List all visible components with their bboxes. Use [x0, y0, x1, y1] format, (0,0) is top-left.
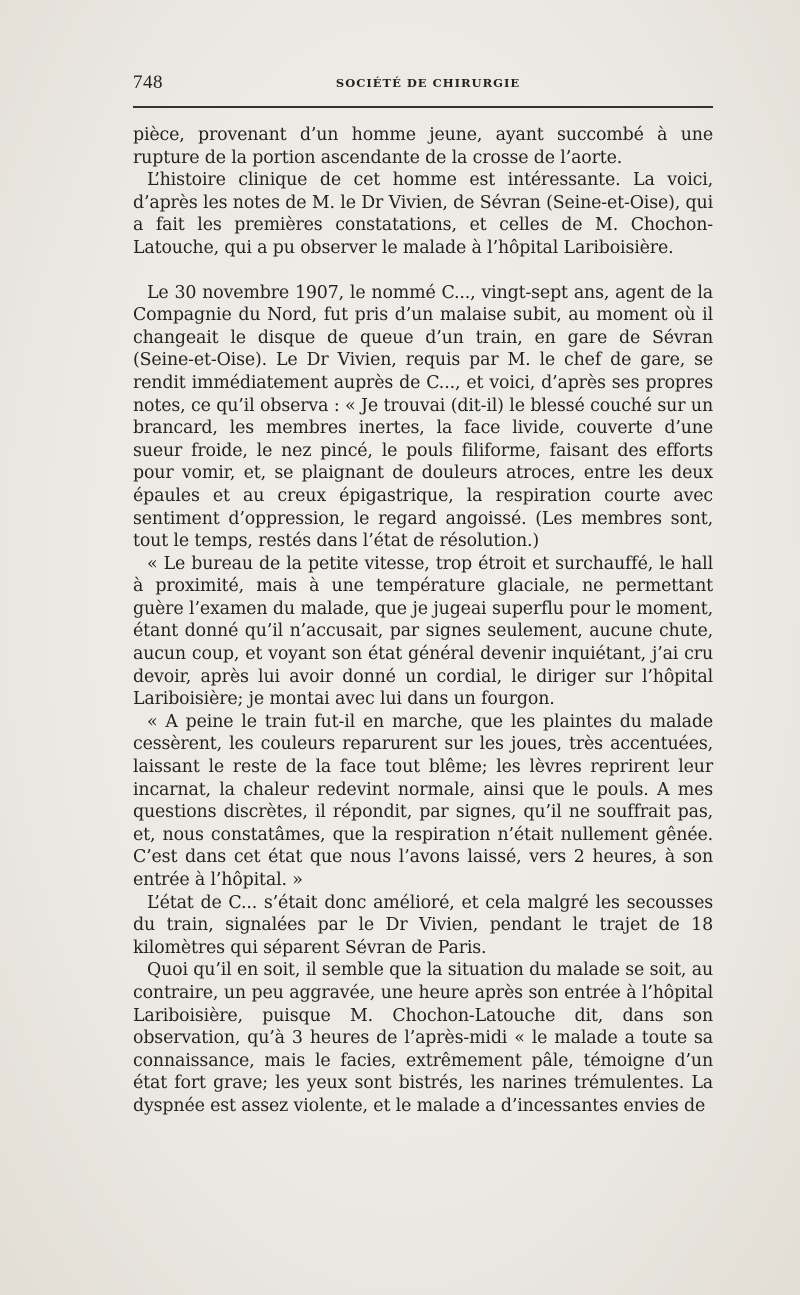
- body-text: [133, 124, 713, 1118]
- paragraph-train: « A peine le train fut-il en marche, que les plaintes du malade cessèrent, les couleurs reparurent sur les joues, très accentuées, laissant le reste de la face tout blême; les lèvres reprirent leur incarnat, la chaleur redevint normale, ainsi que le pouls. A mes questions discrètes, il répondit, par signes, qu’il ne souffrait pas, et, nous constatâmes, que la respiration n’était nullement gênée. C’est dans cet état que nous l’avons laissé, vers 2 heures, à son entrée à l’hôpital. »: [133, 711, 713, 890]
- paragraph-continuation: pièce, provenant d’un homme jeune, ayant succombé à une rupture de la portion ascendante de la crosse de l’aorte.: [133, 125, 713, 168]
- header-rule: [133, 106, 713, 108]
- page-number: 748: [133, 72, 163, 93]
- paragraph-aggravation: Quoi qu’il en soit, il semble que la situation du malade se soit, au contraire, un peu aggravée, une heure après son entrée à l’hôpital Lariboisière, puisque M. Chochon-Latouche dit, dans son observation, qu’à 3 heures de l’après-midi « le malade a toute sa connaissance, mais le facies, extrêmement pâle, témoigne d’un état fort grave; les yeux sont bistrés, les narines trémulentes. La dyspnée est assez violente, et le malade a d’incessantes envies de: [133, 960, 713, 1116]
- paragraph-bureau: « Le bureau de la petite vitesse, trop étroit et surchauffé, le hall à proximité, mais à une température glaciale, ne permettant guère l’examen du malade, que je jugeai superflu pour le moment, étant donné qu’il n’accusait, par signes seulement, aucune chute, aucun coup, et voyant son état général devenir inquiétant, j’ai cru devoir, après lui avoir donné un cordial, le diriger sur l’hôpital Lariboisière; je montai avec lui dans un fourgon.: [133, 553, 713, 710]
- paragraph-improvement: L’état de C... s’était donc amélioré, et cela malgré les secousses du train, signalées par le Dr Vivien, pendant le trajet de 18 kilomètres qui séparent Sévran de Paris.: [133, 892, 713, 958]
- page-header: [133, 72, 713, 100]
- paragraph-case-onset: Le 30 novembre 1907, le nommé C..., vingt-sept ans, agent de la Compagnie du Nord, fut pris d’un malaise subit, au moment où il changeait le disque de queue d’un train, en gare de Sévran (Seine-et-Oise). Le Dr Vivien, requis par M. le chef de gare, se rendit immédiatement auprès de C..., et voici, d’après ses propres notes, ce qu’il observa : « Je trouvai (dit-il) le blessé couché sur un brancard, les membres inertes, la face livide, couverte d’une sueur froide, le nez pincé, le pouls filiforme, faisant des efforts pour vomir, et, se plaignant de douleurs atroces, entre les deux épaules et au creux épigastrique, la respiration courte avec sentiment d’oppression, le regard angoissé. (Les membres sont, tout le temps, restés dans l’état de résolution.): [133, 282, 713, 552]
- paragraph-history: L’histoire clinique de cet homme est intéressante. La voici, d’après les notes de M. le Dr Vivien, de Sévran (Seine-et-Oise), qui a fait les premières constatations, et celles de M. Chochon-Latouche, qui a pu observer le malade à l’hôpital Lariboisière.: [133, 170, 713, 258]
- running-title: SOCIÉTÉ DE CHIRURGIE: [335, 76, 521, 90]
